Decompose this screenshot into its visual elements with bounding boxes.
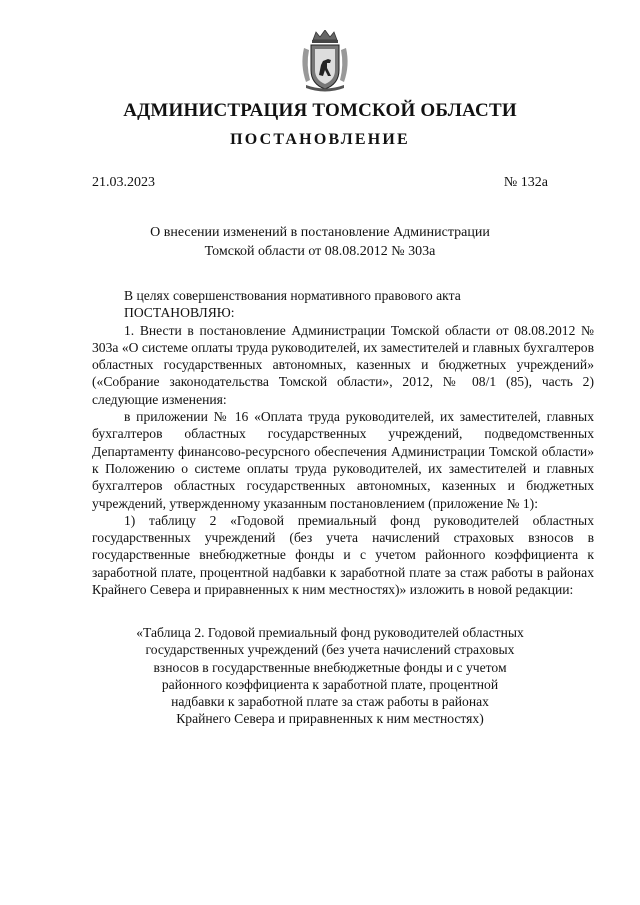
subject-line: О внесении изменений в постановление Администрации [150,225,490,240]
body-paragraph-decree: ПОСТАНОВЛЯЮ: [124,305,235,321]
table-title-line: государственных учреждений (без учета начислений страховых [145,642,515,658]
document-subject [150,223,490,261]
table-title-line: «Таблица 2. Годовой премиальный фонд руководителей областных [136,625,524,640]
table-title [130,624,530,728]
body-paragraph: 1) таблицу 2 «Годовой премиальный фонд руководителей областных государственных учреждений (без учета начислений страховых взносов в государственные внебюджетные фонды и с учетом районного коэффициента к заработной плате, процентной надбавки к заработной плате за стаж работы в районах Крайнего Севера и приравненных к ним местностях)» изложить в новой редакции: [92,512,594,598]
coat-of-arms-icon [300,30,350,92]
subject-line: Томской области от 08.08.2012 № 303а [204,244,436,259]
document-number: № 132а [503,175,548,190]
table-title-line: Крайнего Севера и приравненных к ним местностях) [176,711,484,727]
table-title-line: надбавки к заработной плате за стаж работы в районах [171,694,489,710]
body-paragraph: 1. Внести в постановление Администрации Томской области от 08.08.2012 № 303а «О системе оплаты труда руководителей, их заместителей и главных бухгалтеров областных государственных автономных, казенных и бюджетных учреждений» («Собрание законодательства Томской области», 2012, № 08/1 (85), часть 2) следующие изменения: [92,322,594,407]
document-body [92,287,594,598]
document-date: 21.03.2023 [92,175,155,190]
body-paragraph: в приложении № 16 «Оплата труда руководителей, их заместителей, главных бухгалтеров областных государственных учреждений, подведомственных Департаменту финансово-ресурсного обеспечения Администрации Томской области» к Положению о системе оплаты труда руководителей, их заместителей и главных бухгалтеров областных государственных автономных, казенных и бюджетных учреждений, утвержденному указанным постановлением (приложение № 1): [92,409,594,511]
body-paragraph: В целях совершенствования нормативного правового акта [124,288,461,303]
table-title-line: взносов в государственные внебюджетные фонды и с учетом [153,659,507,675]
table-title-line: районного коэффициента к заработной плате, процентной [161,676,499,692]
organization-title: АДМИНИСТРАЦИЯ ТОМСКОЙ ОБЛАСТИ [123,100,517,121]
document-type: ПОСТАНОВЛЕНИЕ [230,131,410,148]
